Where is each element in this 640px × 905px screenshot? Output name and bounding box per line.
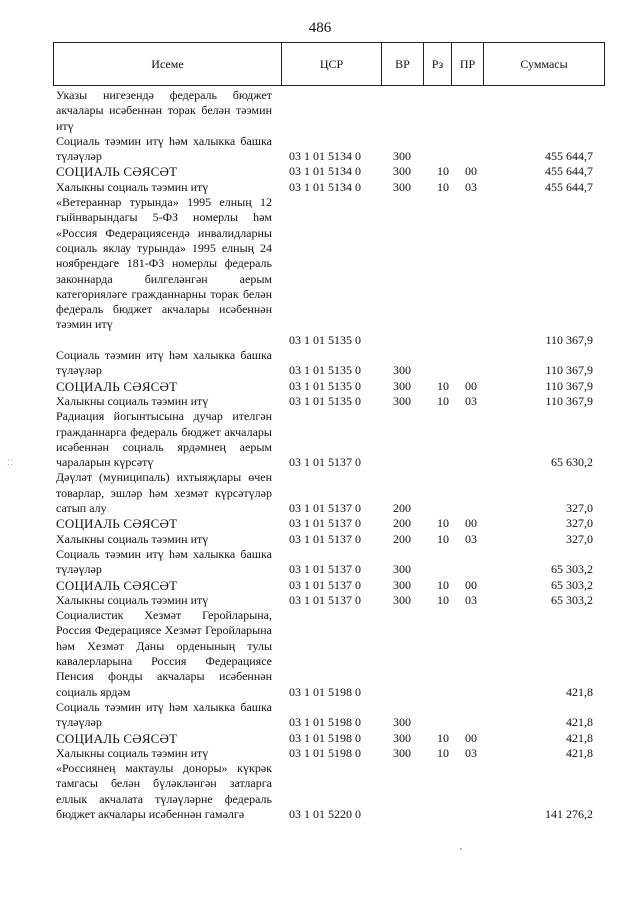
row-csr: 03 1 01 5134 0 (289, 149, 361, 164)
row-name: Халыкны социаль тәэмин итү (56, 179, 209, 194)
table-row (0, 700, 640, 731)
table-row (0, 532, 640, 547)
row-name: Радиация йогынтысына дучар ителгән гражданнарга федераль бюджет акчалары исәбеннән социаль ярдәмнең аерым чараларын күрсәтү (56, 409, 272, 470)
row-sum: 110 367,9 (545, 332, 593, 347)
row-name: «Ветераннар турында» 1995 елның 12 гыйнварындагы 5-ФЗ номерлы һәм «Россия Федерациясендә инвалидларны социаль яклау турында» 1995 елның 24 ноябрендәге 181-ФЗ номерлы федераль законнарда билгеләнгән аерым категорияләге гражданнарны торак белән федераль бюджет акчалары исәбеннән тәэмин итү (56, 195, 272, 332)
header-csr: ЦСР (282, 43, 382, 85)
table-row (0, 195, 640, 348)
header-rz: Рз (424, 43, 452, 85)
row-csr: 03 1 01 5137 0 (289, 577, 361, 592)
row-pr: 00 (465, 378, 477, 393)
row-pr: 03 (465, 745, 477, 760)
row-name: СОЦИАЛЬ СӘЯСӘТ (56, 730, 178, 746)
table-body (0, 88, 640, 822)
header-pr: ПР (452, 43, 484, 85)
row-sum: 65 303,2 (551, 592, 593, 607)
row-sum: 65 303,2 (551, 577, 593, 592)
table-row (0, 608, 640, 700)
row-sum: 110 367,9 (545, 393, 593, 408)
row-sum: 65 303,2 (551, 562, 593, 577)
row-vr: 300 (393, 592, 411, 607)
row-name: Социаль тәэмин итү һәм халыкка башка түләүләр (56, 546, 272, 577)
row-name: Халыкны социаль тәэмин итү (56, 745, 209, 760)
row-sum: 421,8 (566, 745, 593, 760)
row-rz: 10 (437, 179, 449, 194)
row-pr: 03 (465, 179, 477, 194)
row-csr: 03 1 01 5198 0 (289, 745, 361, 760)
scan-speck (460, 848, 462, 850)
row-pr: 03 (465, 393, 477, 408)
row-name: СОЦИАЛЬ СӘЯСӘТ (56, 378, 178, 394)
table-row (0, 761, 640, 822)
table-row (0, 516, 640, 531)
table-row (0, 470, 640, 516)
row-vr: 300 (393, 730, 411, 745)
row-sum: 327,0 (566, 531, 593, 546)
row-sum: 110 367,9 (545, 363, 593, 378)
row-name: Социаль тәэмин итү һәм халыкка башка түләүләр (56, 699, 272, 730)
table-row (0, 578, 640, 593)
table-row (0, 164, 640, 179)
row-name: «Россиянең мактаулы доноры» күкрәк тамгасы белән бүләкләнгән затларга еллык акчалата түләүләрне федераль бюджет акчалары исәбеннән гамәлгә (56, 761, 272, 821)
table-row (0, 348, 640, 379)
row-name: СОЦИАЛЬ СӘЯСӘТ (56, 577, 178, 593)
row-vr: 300 (393, 149, 411, 164)
row-csr: 03 1 01 5220 0 (289, 807, 361, 821)
row-rz: 10 (437, 577, 449, 592)
row-name: Дәүләт (муниципаль) ихтыяҗлары өчен товарлар, эшләр һәм хезмәт күрсәтүләр сатып алу (56, 470, 272, 516)
row-sum: 421,8 (566, 684, 593, 699)
row-csr: 03 1 01 5134 0 (289, 179, 361, 194)
header-vr: ВР (382, 43, 424, 85)
row-name: Халыкны социаль тәэмин итү (56, 393, 209, 408)
row-name: Социаль тәэмин итү һәм халыкка башка түләүләр (56, 348, 272, 378)
page-number: 486 (308, 20, 332, 36)
row-csr: 03 1 01 5135 0 (289, 378, 361, 393)
row-sum: 421,8 (566, 715, 593, 730)
table-row (0, 746, 640, 761)
row-vr: 300 (393, 363, 411, 378)
row-csr: 03 1 01 5135 0 (289, 393, 361, 408)
row-rz: 10 (437, 592, 449, 607)
row-vr: 300 (393, 562, 411, 577)
row-sum: 455 644,7 (545, 149, 593, 164)
margin-mark: ⁚⁚ (7, 458, 15, 467)
row-csr: 03 1 01 5137 0 (289, 501, 361, 516)
row-sum: 327,0 (566, 501, 593, 516)
row-csr: 03 1 01 5198 0 (289, 684, 361, 699)
row-rz: 10 (437, 730, 449, 745)
row-pr: 00 (465, 577, 477, 592)
table-row (0, 394, 640, 409)
row-vr: 300 (393, 378, 411, 393)
table-row (0, 547, 640, 578)
row-vr: 300 (393, 164, 411, 179)
table-row (0, 731, 640, 746)
row-rz: 10 (437, 745, 449, 760)
row-vr: 200 (393, 516, 411, 531)
row-name: Социалистик Хезмәт Геройларына, Россия Федерациясе Хезмәт Геройларына һәм Хезмәт Даны орденының тулы кавалерларына Россия Федерациясе Пенсия фонды акчалары исәбеннән социаль ярдәм (56, 608, 272, 699)
row-name: СОЦИАЛЬ СӘЯСӘТ (56, 516, 178, 532)
row-rz: 10 (437, 516, 449, 531)
table-row (0, 379, 640, 394)
table-header (53, 42, 605, 86)
row-pr: 03 (465, 592, 477, 607)
row-rz: 10 (437, 531, 449, 546)
row-rz: 10 (437, 393, 449, 408)
row-pr: 00 (465, 164, 477, 179)
row-sum: 141 276,2 (545, 807, 593, 821)
row-csr: 03 1 01 5198 0 (289, 715, 361, 730)
row-pr: 00 (465, 516, 477, 531)
row-sum: 421,8 (566, 730, 593, 745)
row-vr: 300 (393, 179, 411, 194)
row-vr: 200 (393, 501, 411, 516)
header-sum: Суммасы (520, 56, 568, 71)
row-csr: 03 1 01 5198 0 (289, 730, 361, 745)
row-vr: 200 (393, 531, 411, 546)
row-name: Социаль тәэмин итү һәм халыкка башка түләүләр (56, 133, 272, 164)
row-vr: 300 (393, 715, 411, 730)
row-vr: 300 (393, 745, 411, 760)
row-csr: 03 1 01 5134 0 (289, 164, 361, 179)
table-row (0, 409, 640, 470)
row-sum: 327,0 (566, 516, 593, 531)
header-name: Исеме (54, 43, 282, 85)
table-row (0, 134, 640, 165)
row-pr: 00 (465, 730, 477, 745)
row-vr: 300 (393, 393, 411, 408)
table-row (0, 593, 640, 608)
row-rz: 10 (437, 378, 449, 393)
row-csr: 03 1 01 5137 0 (289, 531, 361, 546)
row-csr: 03 1 01 5137 0 (289, 592, 361, 607)
row-sum: 455 644,7 (545, 164, 593, 179)
row-name: Халыкны социаль тәэмин итү (56, 592, 209, 607)
row-sum: 455 644,7 (545, 179, 593, 194)
row-csr: 03 1 01 5135 0 (289, 363, 361, 378)
row-pr: 03 (465, 531, 477, 546)
table-row (0, 180, 640, 195)
row-name: СОЦИАЛЬ СӘЯСӘТ (56, 164, 178, 180)
row-sum: 65 630,2 (551, 455, 593, 470)
row-vr: 300 (393, 577, 411, 592)
row-rz: 10 (437, 164, 449, 179)
row-csr: 03 1 01 5137 0 (289, 516, 361, 531)
row-sum: 110 367,9 (545, 378, 593, 393)
row-csr: 03 1 01 5137 0 (289, 455, 361, 470)
row-name: Халыкны социаль тәэмин итү (56, 531, 209, 546)
row-name: Указы нигезендә федераль бюджет акчалары исәбеннән торак белән тәэмин итү (56, 88, 272, 133)
row-csr: 03 1 01 5135 0 (289, 332, 361, 347)
row-csr: 03 1 01 5137 0 (289, 562, 361, 577)
table-row (0, 88, 640, 134)
